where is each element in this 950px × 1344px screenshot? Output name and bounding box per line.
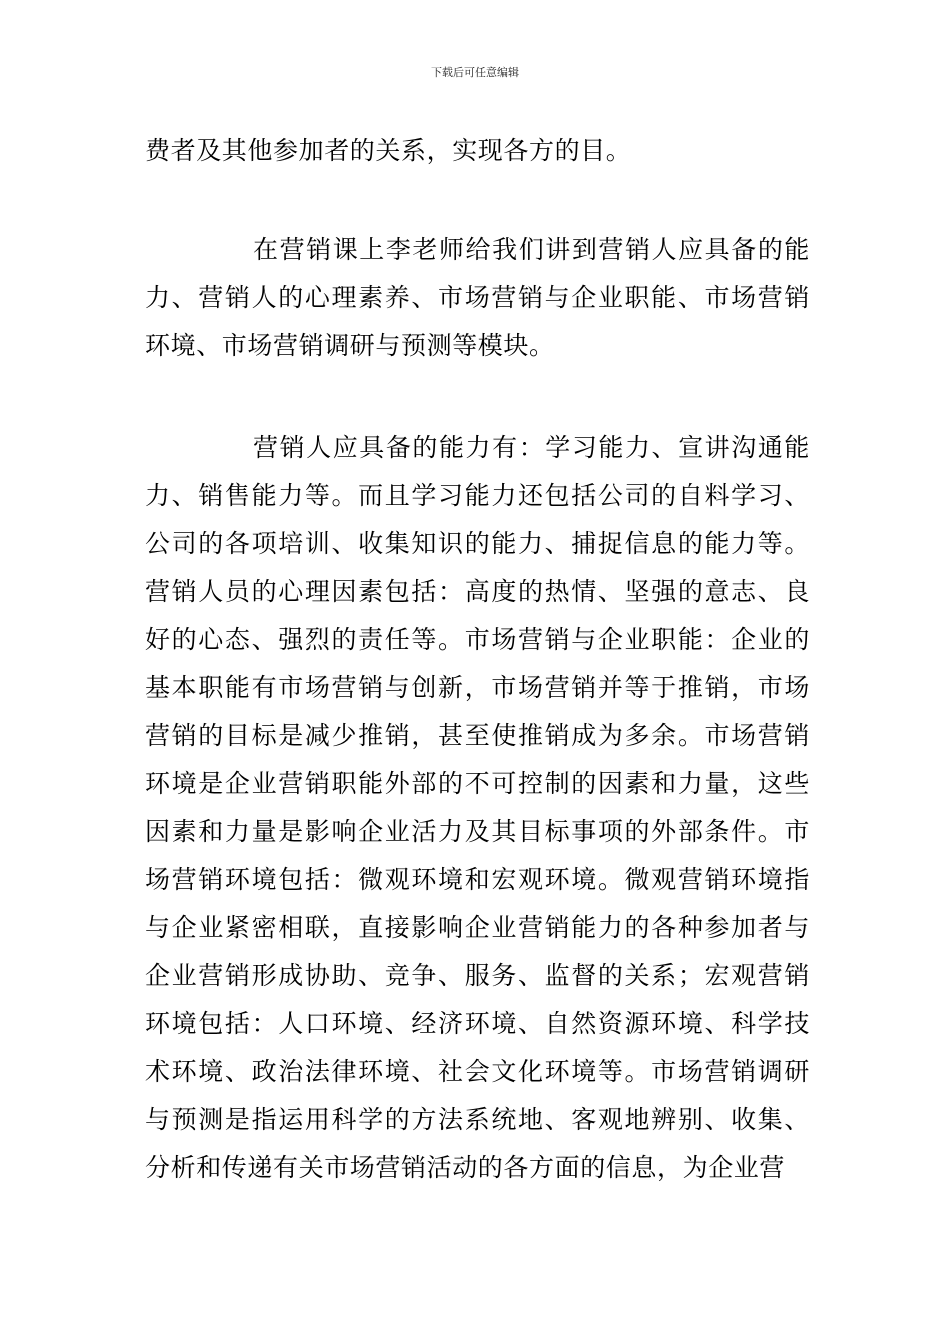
page-header: 下载后可任意编辑 bbox=[431, 66, 519, 79]
paragraph-course-intro: 在营销课上李老师给我们讲到营销人应具备的能力、营销人的心理素养、市场营销与企业职能、市场营销环境、市场营销调研与预测等模块。 bbox=[145, 235, 810, 360]
paragraph-marketing-abilities: 营销人应具备的能力有：学习能力、宣讲沟通能力、销售能力等。而且学习能力还包括公司的自料学习、公司的各项培训、收集知识的能力、捕捉信息的能力等。营销人员的心理因素包括：高度的热情、坚强的意志、良好的心态、强烈的责任等。市场营销与企业职能：企业的基本职能有市场营销与创新，市场营销并等于推销，市场营销的目标是减少推销，甚至使推销成为多余。市场营销环境是企业营销职能外部的不可控制的因素和力量，这些因素和力量是影响企业活力及其目标事项的外部条件。市场营销环境包括：微观环境和宏观环境。微观营销环境指与企业紧密相联，直接影响企业营销能力的各种参加者与企业营销形成协助、竞争、服务、监督的关系；宏观营销环境包括：人口环境、经济环境、自然资源环境、科学技术环境、政治法律环境、社会文化环境等。市场营销调研与预测是指运用科学的方法系统地、客观地辨别、收集、分析和传递有关市场营销活动的各方面的信息，为企业营 bbox=[145, 433, 810, 1182]
paragraph-continuation: 费者及其他参加者的关系，实现各方的目。 bbox=[145, 136, 632, 165]
